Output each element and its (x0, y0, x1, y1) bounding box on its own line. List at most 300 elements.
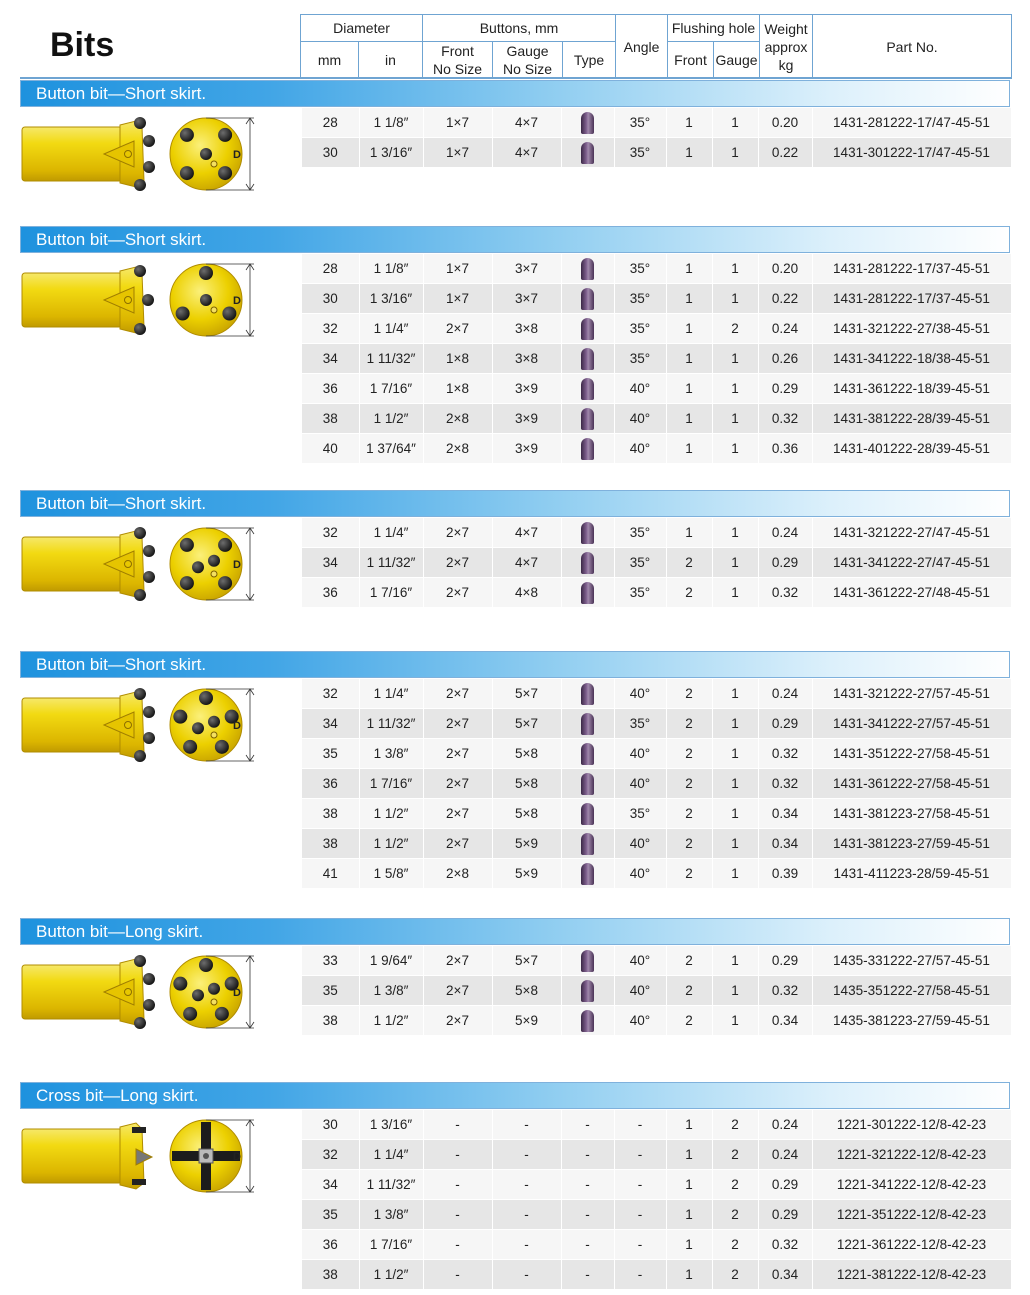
cell-angle: 40° (614, 1006, 666, 1036)
gauge-button-icon (218, 576, 232, 590)
diameter-label: D (233, 720, 241, 732)
button-type-icon (581, 980, 594, 1002)
header-flush-gauge: Gauge (714, 42, 760, 79)
cell-flush-gauge: 1 (712, 548, 758, 578)
cell-angle: 35° (614, 799, 666, 829)
cell-mm: 30 (302, 138, 359, 168)
button-type-icon (581, 552, 594, 574)
cell-in: 1 3/8″ (359, 1200, 423, 1230)
cell-flush-front: 1 (666, 138, 712, 168)
cell-front-buttons: - (423, 1110, 492, 1140)
header-type: Type (563, 42, 616, 79)
cell-gauge-buttons: - (492, 1170, 561, 1200)
cell-in: 1 3/8″ (359, 739, 423, 769)
gauge-button-icon (199, 958, 213, 972)
cell-flush-front: 1 (666, 344, 712, 374)
header-flushing-hole: Flushing hole (668, 15, 760, 42)
cell-in: 1 5/8″ (359, 859, 423, 889)
diameter-label: D (233, 987, 241, 999)
cell-type (561, 434, 614, 464)
carbide-button-icon (134, 750, 146, 762)
carbide-button-icon (143, 161, 155, 173)
bit-side-view (22, 688, 155, 762)
table-row (302, 679, 1011, 709)
cell-part-no: 1431-281222-17/47-45-51 (812, 108, 1011, 138)
button-bit-illustration (20, 257, 270, 347)
cell-type (561, 518, 614, 548)
cell-front-buttons: - (423, 1260, 492, 1290)
cell-gauge-buttons: 5×8 (492, 976, 561, 1006)
cell-gauge-buttons: 3×9 (492, 404, 561, 434)
cell-front-buttons: 2×7 (423, 1006, 492, 1036)
cell-mm: 40 (302, 434, 359, 464)
table-row (302, 404, 1011, 434)
cell-in: 1 1/2″ (359, 829, 423, 859)
cell-part-no: 1221-341222-12/8-42-23 (812, 1170, 1011, 1200)
cell-part-no: 1431-411223-28/59-45-51 (812, 859, 1011, 889)
cell-gauge-buttons: - (492, 1140, 561, 1170)
gauge-button-icon (180, 166, 194, 180)
carbide-button-icon (143, 706, 155, 718)
table-row (302, 108, 1011, 138)
cell-in: 1 11/32″ (359, 1170, 423, 1200)
carbide-button-icon (134, 323, 146, 335)
cell-weight: 0.29 (758, 709, 812, 739)
cell-in: 1 1/4″ (359, 1140, 423, 1170)
cell-gauge-buttons: 5×9 (492, 859, 561, 889)
cell-gauge-buttons: 4×7 (492, 138, 561, 168)
cell-type: - (561, 1230, 614, 1260)
cell-mm: 32 (302, 314, 359, 344)
cell-weight: 0.20 (758, 108, 812, 138)
cell-flush-front: 1 (666, 404, 712, 434)
gauge-button-icon (218, 538, 232, 552)
cell-type (561, 108, 614, 138)
cell-flush-front: 1 (666, 374, 712, 404)
table-row (302, 829, 1011, 859)
cell-flush-front: 1 (666, 284, 712, 314)
table-row (302, 434, 1011, 464)
cell-flush-front: 2 (666, 859, 712, 889)
gauge-button-icon (199, 691, 213, 705)
front-button-icon (192, 722, 204, 734)
bit-side-view (22, 1123, 152, 1189)
cell-mm: 34 (302, 709, 359, 739)
cross-bit-illustration (20, 1113, 270, 1203)
cell-mm: 41 (302, 859, 359, 889)
cell-angle: 35° (614, 578, 666, 608)
cell-part-no: 1221-351222-12/8-42-23 (812, 1200, 1011, 1230)
cell-weight: 0.29 (758, 1200, 812, 1230)
cell-flush-gauge: 1 (712, 344, 758, 374)
cell-weight: 0.32 (758, 404, 812, 434)
cell-mm: 38 (302, 1006, 359, 1036)
cell-mm: 34 (302, 1170, 359, 1200)
cell-flush-front: 2 (666, 548, 712, 578)
cell-flush-front: 1 (666, 1230, 712, 1260)
cell-flush-gauge: 1 (712, 578, 758, 608)
button-type-icon (581, 713, 594, 735)
carbide-button-icon (143, 999, 155, 1011)
table-row (302, 769, 1011, 799)
cell-weight: 0.22 (758, 284, 812, 314)
cell-flush-gauge: 1 (712, 404, 758, 434)
cell-flush-gauge: 1 (712, 679, 758, 709)
cell-mm: 38 (302, 404, 359, 434)
table-row (302, 374, 1011, 404)
cell-flush-front: 1 (666, 314, 712, 344)
cell-flush-front: 1 (666, 434, 712, 464)
cell-type: - (561, 1260, 614, 1290)
cell-gauge-buttons: 4×8 (492, 578, 561, 608)
cell-front-buttons: 2×8 (423, 434, 492, 464)
gauge-button-icon (176, 307, 190, 321)
cell-front-buttons: 2×7 (423, 578, 492, 608)
button-type-icon (581, 522, 594, 544)
cell-type (561, 548, 614, 578)
cell-flush-front: 2 (666, 709, 712, 739)
table-row (302, 518, 1011, 548)
cell-gauge-buttons: - (492, 1260, 561, 1290)
button-type-icon (581, 378, 594, 400)
button-bit-illustration (20, 949, 270, 1039)
button-type-icon (581, 438, 594, 460)
cell-angle: 40° (614, 859, 666, 889)
carbide-button-icon (143, 973, 155, 985)
cell-flush-gauge: 2 (712, 1140, 758, 1170)
bit-face-view (170, 956, 242, 1028)
cell-flush-front: 1 (666, 1170, 712, 1200)
cell-front-buttons: - (423, 1200, 492, 1230)
cell-in: 1 9/64″ (359, 946, 423, 976)
cell-in: 1 1/4″ (359, 314, 423, 344)
header-weight-line2: approx (764, 38, 808, 55)
cell-type (561, 976, 614, 1006)
cell-gauge-buttons: - (492, 1200, 561, 1230)
cell-flush-front: 2 (666, 799, 712, 829)
table-row (302, 578, 1011, 608)
cell-in: 1 1/4″ (359, 518, 423, 548)
cell-flush-gauge: 2 (712, 1260, 758, 1290)
cell-weight: 0.22 (758, 138, 812, 168)
table-row (302, 254, 1011, 284)
cell-mm: 36 (302, 769, 359, 799)
cell-angle: 40° (614, 679, 666, 709)
gauge-button-icon (218, 166, 232, 180)
cell-flush-gauge: 2 (712, 1110, 758, 1140)
button-type-icon (581, 142, 594, 164)
cell-gauge-buttons: 5×9 (492, 829, 561, 859)
button-type-icon (581, 950, 594, 972)
cell-part-no: 1221-381222-12/8-42-23 (812, 1260, 1011, 1290)
cell-mm: 38 (302, 829, 359, 859)
cell-mm: 34 (302, 548, 359, 578)
cell-front-buttons: 2×7 (423, 829, 492, 859)
front-button-icon (192, 989, 204, 1001)
cell-part-no: 1431-351222-27/58-45-51 (812, 739, 1011, 769)
cell-angle: 40° (614, 829, 666, 859)
cell-weight: 0.29 (758, 1170, 812, 1200)
cell-type (561, 739, 614, 769)
carbide-button-icon (143, 545, 155, 557)
cell-gauge-buttons: 4×7 (492, 548, 561, 578)
cell-weight: 0.32 (758, 578, 812, 608)
cell-flush-front: 1 (666, 1140, 712, 1170)
cell-front-buttons: 2×7 (423, 314, 492, 344)
cell-in: 1 11/32″ (359, 548, 423, 578)
front-button-icon (200, 148, 212, 160)
cell-gauge-buttons: 3×9 (492, 434, 561, 464)
header-in: in (359, 42, 423, 79)
cell-flush-gauge: 1 (712, 859, 758, 889)
cell-front-buttons: 2×7 (423, 946, 492, 976)
cell-flush-front: 2 (666, 829, 712, 859)
cell-angle: 40° (614, 404, 666, 434)
carbide-button-icon (134, 117, 146, 129)
cell-weight: 0.32 (758, 976, 812, 1006)
cell-part-no: 1431-361222-27/58-45-51 (812, 769, 1011, 799)
cell-weight: 0.24 (758, 518, 812, 548)
gauge-button-icon (173, 977, 187, 991)
cell-flush-front: 2 (666, 739, 712, 769)
cell-angle: 40° (614, 946, 666, 976)
cell-gauge-buttons: 4×7 (492, 518, 561, 548)
spec-table (302, 254, 1012, 464)
cell-front-buttons: 2×7 (423, 769, 492, 799)
header-part-no: Part No. (813, 15, 1012, 79)
cell-flush-gauge: 1 (712, 518, 758, 548)
cell-type (561, 799, 614, 829)
cell-angle: 35° (614, 138, 666, 168)
table-row (302, 799, 1011, 829)
button-type-icon (581, 803, 594, 825)
cell-type (561, 769, 614, 799)
cell-in: 1 3/16″ (359, 284, 423, 314)
cell-weight: 0.26 (758, 344, 812, 374)
cell-front-buttons: 1×8 (423, 344, 492, 374)
cell-part-no: 1221-321222-12/8-42-23 (812, 1140, 1011, 1170)
header-mm: mm (301, 42, 359, 79)
cell-gauge-buttons: 3×7 (492, 284, 561, 314)
cell-weight: 0.36 (758, 434, 812, 464)
front-button-icon (200, 294, 212, 306)
cell-angle: 35° (614, 284, 666, 314)
bit-face-view (170, 118, 242, 190)
header-gauge-line1: Gauge (506, 43, 549, 59)
cell-part-no: 1431-381223-27/58-45-51 (812, 799, 1011, 829)
table-row (302, 1140, 1011, 1170)
cell-gauge-buttons: 5×8 (492, 769, 561, 799)
cell-angle: 40° (614, 739, 666, 769)
button-type-icon (581, 112, 594, 134)
cell-part-no: 1431-321222-27/57-45-51 (812, 679, 1011, 709)
front-button-icon (208, 555, 220, 567)
cell-gauge-buttons: 5×7 (492, 709, 561, 739)
table-row (302, 1006, 1011, 1036)
cell-in: 1 1/2″ (359, 1260, 423, 1290)
section-title: Button bit—Short skirt. (20, 226, 1010, 253)
cell-gauge-buttons: 5×8 (492, 739, 561, 769)
cell-flush-gauge: 1 (712, 799, 758, 829)
table-row (302, 314, 1011, 344)
bit-face-view (170, 528, 242, 600)
cell-weight: 0.34 (758, 829, 812, 859)
cell-angle: 35° (614, 344, 666, 374)
cell-type (561, 578, 614, 608)
cell-type (561, 679, 614, 709)
cell-mm: 36 (302, 1230, 359, 1260)
cell-in: 1 3/16″ (359, 1110, 423, 1140)
cell-weight: 0.34 (758, 1260, 812, 1290)
cell-in: 1 1/8″ (359, 254, 423, 284)
header-front (423, 42, 493, 79)
cell-mm: 38 (302, 1260, 359, 1290)
cell-in: 1 1/8″ (359, 108, 423, 138)
cell-angle: - (614, 1260, 666, 1290)
button-type-icon (581, 318, 594, 340)
carbide-button-icon (134, 179, 146, 191)
header-front-line2: No Size (433, 61, 483, 77)
cell-angle: 35° (614, 709, 666, 739)
cell-weight: 0.32 (758, 1230, 812, 1260)
cell-mm: 28 (302, 254, 359, 284)
cell-part-no: 1431-381222-28/39-45-51 (812, 404, 1011, 434)
cell-flush-gauge: 1 (712, 374, 758, 404)
carbide-button-icon (143, 732, 155, 744)
cell-part-no: 1431-341222-18/38-45-51 (812, 344, 1011, 374)
gauge-button-icon (215, 1007, 229, 1021)
section-title: Button bit—Short skirt. (20, 80, 1010, 107)
table-row (302, 138, 1011, 168)
carbide-button-icon (134, 265, 146, 277)
cell-flush-front: 2 (666, 679, 712, 709)
cell-flush-front: 2 (666, 976, 712, 1006)
cell-part-no: 1431-301222-17/47-45-51 (812, 138, 1011, 168)
cell-gauge-buttons: 3×9 (492, 374, 561, 404)
table-row (302, 1110, 1011, 1140)
cell-weight: 0.34 (758, 1006, 812, 1036)
cell-type (561, 829, 614, 859)
cell-type (561, 138, 614, 168)
cell-in: 1 7/16″ (359, 769, 423, 799)
bit-side-view (22, 527, 155, 601)
cell-type: - (561, 1200, 614, 1230)
cell-weight: 0.24 (758, 1110, 812, 1140)
button-type-icon (581, 773, 594, 795)
cell-angle: - (614, 1200, 666, 1230)
header-angle: Angle (616, 15, 668, 79)
cell-front-buttons: 1×7 (423, 254, 492, 284)
table-row (302, 946, 1011, 976)
cell-front-buttons: 2×8 (423, 404, 492, 434)
cell-flush-front: 1 (666, 1110, 712, 1140)
cell-weight: 0.24 (758, 314, 812, 344)
cell-front-buttons: 1×7 (423, 108, 492, 138)
table-row (302, 1260, 1011, 1290)
cell-in: 1 7/16″ (359, 578, 423, 608)
cell-front-buttons: 1×7 (423, 138, 492, 168)
gauge-button-icon (222, 307, 236, 321)
cell-weight: 0.20 (758, 254, 812, 284)
cell-in: 1 1/2″ (359, 1006, 423, 1036)
cell-flush-gauge: 1 (712, 1006, 758, 1036)
cell-flush-gauge: 1 (712, 434, 758, 464)
cell-mm: 35 (302, 1200, 359, 1230)
spec-table (302, 946, 1012, 1036)
table-row (302, 739, 1011, 769)
cell-front-buttons: 2×7 (423, 548, 492, 578)
cell-angle: 40° (614, 976, 666, 1006)
table-row (302, 859, 1011, 889)
header-front-line1: Front (441, 43, 474, 59)
cell-front-buttons: 2×8 (423, 859, 492, 889)
cell-gauge-buttons: 5×8 (492, 799, 561, 829)
table-row (302, 709, 1011, 739)
cell-in: 1 7/16″ (359, 1230, 423, 1260)
cell-mm: 32 (302, 679, 359, 709)
cell-front-buttons: 1×8 (423, 374, 492, 404)
carbide-button-icon (142, 294, 154, 306)
cell-part-no: 1431-341222-27/47-45-51 (812, 548, 1011, 578)
cell-part-no: 1221-301222-12/8-42-23 (812, 1110, 1011, 1140)
cell-flush-gauge: 1 (712, 976, 758, 1006)
cell-angle: - (614, 1170, 666, 1200)
button-bit-illustration (20, 521, 270, 611)
cell-mm: 32 (302, 518, 359, 548)
cell-flush-gauge: 1 (712, 709, 758, 739)
table-row (302, 1200, 1011, 1230)
section-title: Button bit—Short skirt. (20, 490, 1010, 517)
cell-type (561, 1006, 614, 1036)
cell-part-no: 1431-341222-27/57-45-51 (812, 709, 1011, 739)
header-divider (20, 77, 1011, 79)
cell-type (561, 709, 614, 739)
cell-type (561, 314, 614, 344)
cell-type: - (561, 1110, 614, 1140)
cell-angle: 35° (614, 314, 666, 344)
cell-front-buttons: 2×7 (423, 799, 492, 829)
cell-front-buttons: 2×7 (423, 976, 492, 1006)
gauge-button-icon (173, 710, 187, 724)
cell-flush-front: 1 (666, 1200, 712, 1230)
cell-angle: 35° (614, 548, 666, 578)
button-type-icon (581, 863, 594, 885)
diameter-label: D (233, 149, 241, 161)
cell-flush-gauge: 1 (712, 769, 758, 799)
cell-part-no: 1221-361222-12/8-42-23 (812, 1230, 1011, 1260)
spec-table (302, 518, 1012, 608)
cell-type (561, 284, 614, 314)
cell-mm: 36 (302, 578, 359, 608)
cell-mm: 28 (302, 108, 359, 138)
cell-mm: 36 (302, 374, 359, 404)
cell-mm: 38 (302, 799, 359, 829)
table-row (302, 1170, 1011, 1200)
spec-table (302, 108, 1012, 168)
cell-gauge-buttons: 5×9 (492, 1006, 561, 1036)
cell-gauge-buttons: 3×8 (492, 314, 561, 344)
cell-part-no: 1431-361222-18/39-45-51 (812, 374, 1011, 404)
diameter-label: D (233, 1151, 241, 1163)
cell-front-buttons: - (423, 1170, 492, 1200)
table-row (302, 284, 1011, 314)
cell-front-buttons: 2×7 (423, 709, 492, 739)
button-type-icon (581, 833, 594, 855)
header-weight-line1: Weight (764, 20, 808, 37)
cell-flush-gauge: 1 (712, 284, 758, 314)
cell-part-no: 1431-401222-28/39-45-51 (812, 434, 1011, 464)
cell-mm: 33 (302, 946, 359, 976)
